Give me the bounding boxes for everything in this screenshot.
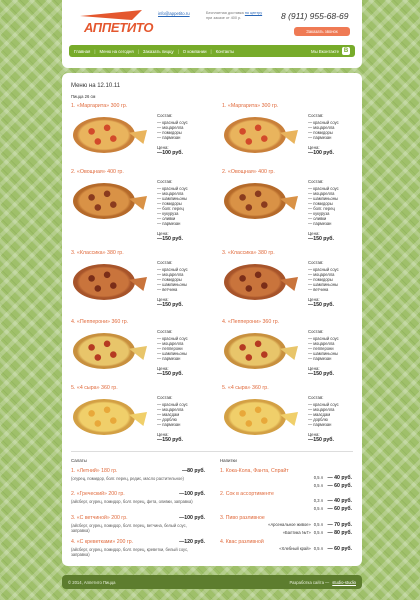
salad-name[interactable]: 2. «Греческий» 200 гр. [71, 491, 125, 497]
salad-name[interactable]: 4. «С креветками» 200 гр. [71, 539, 134, 545]
drink-variant: «Арсенальное живое» [268, 522, 311, 527]
drink-option [220, 482, 352, 490]
ingredient: — моцарелла [308, 341, 362, 346]
pizza-size-note: Пицца 26 см [71, 94, 96, 99]
ingredient: — помидоры [157, 277, 211, 282]
main-nav [69, 45, 355, 57]
ingredient: — красный соус [157, 336, 211, 341]
ingredient: — оливки [157, 216, 211, 221]
pizza-pie [224, 333, 286, 369]
composition-label: Состав: [308, 395, 324, 400]
pizza-photo [71, 396, 151, 444]
nav-item-about[interactable]: О компании [182, 48, 207, 54]
developer-link[interactable]: studio-studio [332, 579, 356, 585]
pizza-price: — 150 руб. [157, 236, 211, 242]
salad-header [71, 491, 205, 497]
pizza-composition [157, 329, 211, 377]
price-label: Цена: [308, 230, 320, 236]
drink-item[interactable] [220, 515, 352, 537]
drink-option [220, 474, 352, 482]
price-label: Цена: [308, 431, 320, 437]
salad-ingredients: (айсберг, огурец, помидор, болг. перец, креветки, белый соус, заправка) [71, 547, 189, 557]
drink-variant: «Хлебный край» [279, 546, 311, 551]
salad-price: — 80 руб. [182, 468, 205, 474]
ingredient: — красный соус [308, 267, 362, 272]
ingredient: — маасдам [308, 412, 362, 417]
developer-label: Разработка сайта — [289, 579, 330, 585]
ingredient: — пармезан [157, 221, 211, 226]
pizza-name[interactable]: 4. «Пепперони» 360 гр. [71, 319, 129, 325]
price-label: Цена: [157, 230, 169, 236]
salad-ingredients: (айсберг, огурец, помидор, болг. перец, фета, оливки, заправка) [71, 499, 193, 504]
pizza-name[interactable]: 2. «Овощная» 400 гр. [71, 169, 124, 175]
pizza-card[interactable] [222, 103, 362, 171]
pizza-photo [222, 396, 302, 444]
ingredient: — моцарелла [308, 191, 362, 196]
pizza-price: — 150 руб. [308, 371, 362, 377]
salad-item[interactable] [71, 539, 205, 557]
ingredient: — помидоры [308, 130, 362, 135]
ingredient: — моцарелла [308, 407, 362, 412]
drink-volume: 0,5 л [313, 475, 323, 480]
vk-label: Мы Вконтакте [311, 48, 339, 54]
pizza-pie [73, 399, 135, 435]
ingredient: — красный соус [157, 120, 211, 125]
pizza-pie [73, 264, 135, 300]
drink-price: — 40 руб. [326, 475, 352, 482]
price-label: Цена: [308, 365, 320, 371]
nav-separator: | [210, 48, 212, 54]
price-label: Цена: [157, 144, 169, 150]
pizza-composition [308, 260, 362, 308]
ingredient: — болг. перец [157, 206, 211, 211]
ingredient: — кукуруза [308, 211, 362, 216]
ingredient: — помидоры [308, 277, 362, 282]
ingredient: — моцарелла [157, 125, 211, 130]
ingredient: — помидоры [157, 201, 211, 206]
composition-label: Состав: [157, 113, 173, 118]
salad-price: — 120 руб. [179, 539, 205, 545]
pizza-composition [308, 179, 362, 242]
ingredient: — пармезан [308, 356, 362, 361]
ingredient: — помидоры [157, 130, 211, 135]
pizza-photo [71, 114, 151, 162]
pizza-photo [71, 180, 151, 228]
pizza-pie [224, 117, 286, 153]
pizza-name[interactable]: 3. «Классика» 380 гр. [222, 250, 275, 256]
price-label: Цена: [308, 296, 320, 302]
ingredient: — пармезан [308, 135, 362, 140]
delivery-text: Бесплатная доставка [206, 11, 244, 15]
ingredient: — красный соус [308, 402, 362, 407]
price-label: Цена: [157, 431, 169, 437]
ingredient: — моцарелла [157, 407, 211, 412]
ingredient: — пармезан [157, 356, 211, 361]
pizza-name[interactable]: 2. «Овощная» 400 гр. [222, 169, 275, 175]
pizza-pie [73, 117, 135, 153]
salad-item[interactable] [71, 515, 205, 533]
ingredient: — красный соус [157, 402, 211, 407]
salad-header [71, 515, 205, 521]
drink-volume: 0,5 л [313, 522, 323, 527]
email-link[interactable]: info@appetito.ru [158, 11, 190, 16]
drink-item[interactable] [220, 539, 352, 553]
ingredient: — кукуруза [157, 211, 211, 216]
ingredient: — моцарелла [308, 125, 362, 130]
composition-label: Состав: [157, 329, 173, 334]
drink-option [220, 521, 352, 529]
salad-ingredients: (айсберг, огурец, помидор, болг. перец, ветчина, белый соус, заправка) [71, 523, 187, 533]
nav-separator: | [137, 48, 139, 54]
drink-name[interactable]: 3. Пиво разливное [220, 515, 265, 521]
pizza-price: — 150 руб. [308, 437, 362, 443]
ingredient: — шампиньоны [308, 196, 362, 201]
drink-option [220, 545, 352, 553]
salad-price: — 100 руб. [179, 491, 205, 497]
drink-price: — 40 руб. [326, 498, 352, 505]
ingredient: — моцарелла [157, 191, 211, 196]
ingredient: — дорблю [157, 417, 211, 422]
pizza-name[interactable]: 5. «4 сыра» 360 гр. [222, 385, 269, 391]
ingredient: — моцарелла [157, 341, 211, 346]
pizza-price: — 150 руб. [308, 236, 362, 242]
nav-item-todays-menu[interactable]: Меню на сегодня [99, 48, 134, 54]
pizza-composition [308, 395, 362, 443]
ingredient: — моцарелла [308, 272, 362, 277]
pizza-name[interactable]: 1. «Маргарита» 300 гр. [222, 103, 279, 109]
ingredient: — шампиньоны [308, 282, 362, 287]
request-call-button[interactable]: Заказать звонок [294, 27, 350, 36]
salad-name[interactable]: 1. «Летний» 180 гр. [71, 468, 118, 474]
ingredient: — красный соус [157, 186, 211, 191]
pizza-card[interactable] [222, 169, 362, 242]
salad-name[interactable]: 3. «С ветчиной» 200 гр. [71, 515, 128, 521]
ingredient: — ветчина [157, 287, 211, 292]
drink-volume: 0,5 л [313, 483, 323, 488]
pizza-pie [224, 399, 286, 435]
ingredient: — пармезан [157, 422, 211, 427]
ingredient: — помидоры [308, 201, 362, 206]
composition-label: Состав: [308, 260, 324, 265]
logo-text: АППЕТИТО [84, 20, 154, 35]
vk-icon: B [343, 48, 349, 54]
pizza-card[interactable] [71, 250, 211, 318]
ingredient: — маасдам [157, 412, 211, 417]
pizza-price: — 100 руб. [308, 150, 362, 156]
drink-name[interactable]: 1. Кока-Кола, Фанта, Спрайт [220, 468, 289, 474]
composition-label: Состав: [157, 260, 173, 265]
logo[interactable] [72, 6, 152, 40]
price-label: Цена: [157, 365, 169, 371]
pizza-price: — 150 руб. [157, 371, 211, 377]
drink-price: — 70 руб. [326, 522, 352, 529]
composition-label: Состав: [157, 395, 173, 400]
pizza-card[interactable] [71, 169, 211, 242]
salad-ingredients: (огурец, помидор, болг. перец, редис, масло растительное) [71, 476, 184, 481]
ingredient: — шампиньоны [157, 282, 211, 287]
pizza-composition [308, 113, 362, 156]
drink-item[interactable] [220, 491, 352, 513]
delivery-area-link[interactable]: по центру [244, 11, 263, 15]
pizza-photo [71, 330, 151, 378]
composition-label: Состав: [308, 329, 324, 334]
phone-number: 8 (911) 955-68-69 [281, 11, 349, 21]
delivery-min-order: при заказе от 400 р. [206, 16, 242, 20]
pizza-card[interactable] [71, 103, 211, 171]
ingredient: — пармезан [157, 135, 211, 140]
ingredient: — красный соус [308, 120, 362, 125]
drinks-heading: Напитки [220, 458, 237, 463]
ingredient: — моцарелла [157, 272, 211, 277]
pizza-photo [222, 180, 302, 228]
drink-variant: «Балтика №7» [282, 530, 311, 535]
drink-option [220, 505, 352, 513]
drink-option [220, 497, 352, 505]
pizza-card[interactable] [222, 250, 362, 318]
drink-volume: 0,5 л [313, 546, 323, 551]
ingredient: — шампиньоны [157, 196, 211, 201]
composition-label: Состав: [157, 179, 173, 184]
ingredient: — дорблю [308, 417, 362, 422]
pizza-photo [222, 261, 302, 309]
drink-price: — 60 руб. [326, 506, 352, 513]
ingredient: — красный соус [308, 186, 362, 191]
ingredient: — пепперони [157, 346, 211, 351]
price-label: Цена: [308, 144, 320, 150]
pizza-pie [224, 183, 286, 219]
ingredient: — шампиньоны [157, 351, 211, 356]
drink-price: — 60 руб. [326, 483, 352, 490]
nav-separator: | [177, 48, 179, 54]
drink-item[interactable] [220, 468, 352, 490]
pizza-composition [157, 179, 211, 242]
drink-volume: 0,3 л [313, 498, 323, 503]
copyright: © 2014, Аппетито Пицца [68, 579, 116, 585]
pizza-composition [157, 395, 211, 443]
nav-item-order-pizza[interactable]: Заказать пиццу [142, 48, 174, 54]
drink-price: — 80 руб. [326, 530, 352, 537]
page [62, 0, 362, 600]
divider [71, 451, 353, 452]
pizza-price: — 150 руб. [308, 302, 362, 308]
nav-separator: | [94, 48, 96, 54]
price-label: Цена: [157, 296, 169, 302]
pizza-price: — 100 руб. [157, 150, 211, 156]
salad-price: — 100 руб. [179, 515, 205, 521]
menu-content [62, 73, 362, 566]
pizza-photo [222, 330, 302, 378]
site-header [62, 0, 362, 68]
salad-item[interactable] [71, 468, 205, 481]
ingredient: — красный соус [308, 336, 362, 341]
developer-credit [289, 580, 356, 585]
pizza-card[interactable] [222, 385, 362, 453]
delivery-info [206, 11, 276, 21]
page-title: Меню на 12.10.11 [71, 83, 121, 89]
pizza-composition [157, 113, 211, 156]
salads-heading: Салаты [71, 458, 87, 463]
pizza-card[interactable] [71, 385, 211, 453]
pizza-pie [73, 183, 135, 219]
salad-header [71, 539, 205, 545]
pizza-photo [222, 114, 302, 162]
pizza-pie [224, 264, 286, 300]
pizza-composition [157, 260, 211, 308]
ingredient: — болг. перец [308, 206, 362, 211]
ingredient: — пепперони [308, 346, 362, 351]
pizza-composition [308, 329, 362, 377]
pizza-name[interactable]: 3. «Классика» 380 гр. [71, 250, 124, 256]
site-footer [62, 575, 362, 589]
pizza-name[interactable]: 4. «Пепперони» 360 гр. [222, 319, 280, 325]
ingredient: — пармезан [308, 221, 362, 226]
salad-header [71, 468, 205, 474]
drink-name[interactable]: 2. Сок в ассортименте [220, 491, 274, 497]
pizza-name[interactable]: 1. «Маргарита» 300 гр. [71, 103, 128, 109]
ingredient: — красный соус [157, 267, 211, 272]
composition-label: Состав: [308, 179, 324, 184]
pizza-card[interactable] [71, 319, 211, 387]
drink-volume: 0,5 л [313, 506, 323, 511]
nav-item-contacts[interactable]: Контакты [215, 48, 235, 54]
pizza-card[interactable] [222, 319, 362, 387]
drink-volume: 0,5 л [313, 530, 323, 535]
pizza-photo [71, 261, 151, 309]
drink-option [220, 529, 352, 537]
ingredient: — ветчина [308, 287, 362, 292]
vk-link[interactable] [311, 47, 350, 55]
drink-name[interactable]: 4. Квас разливной [220, 539, 264, 545]
nav-item-home[interactable]: Главная [74, 48, 91, 54]
ingredient: — шампиньоны [308, 351, 362, 356]
ingredient: — пармезан [308, 422, 362, 427]
pizza-pie [73, 333, 135, 369]
drink-price: — 60 руб. [326, 546, 352, 553]
composition-label: Состав: [308, 113, 324, 118]
pizza-price: — 150 руб. [157, 437, 211, 443]
salad-item[interactable] [71, 491, 205, 504]
pizza-price: — 150 руб. [157, 302, 211, 308]
pizza-name[interactable]: 5. «4 сыра» 360 гр. [71, 385, 118, 391]
ingredient: — оливки [308, 216, 362, 221]
